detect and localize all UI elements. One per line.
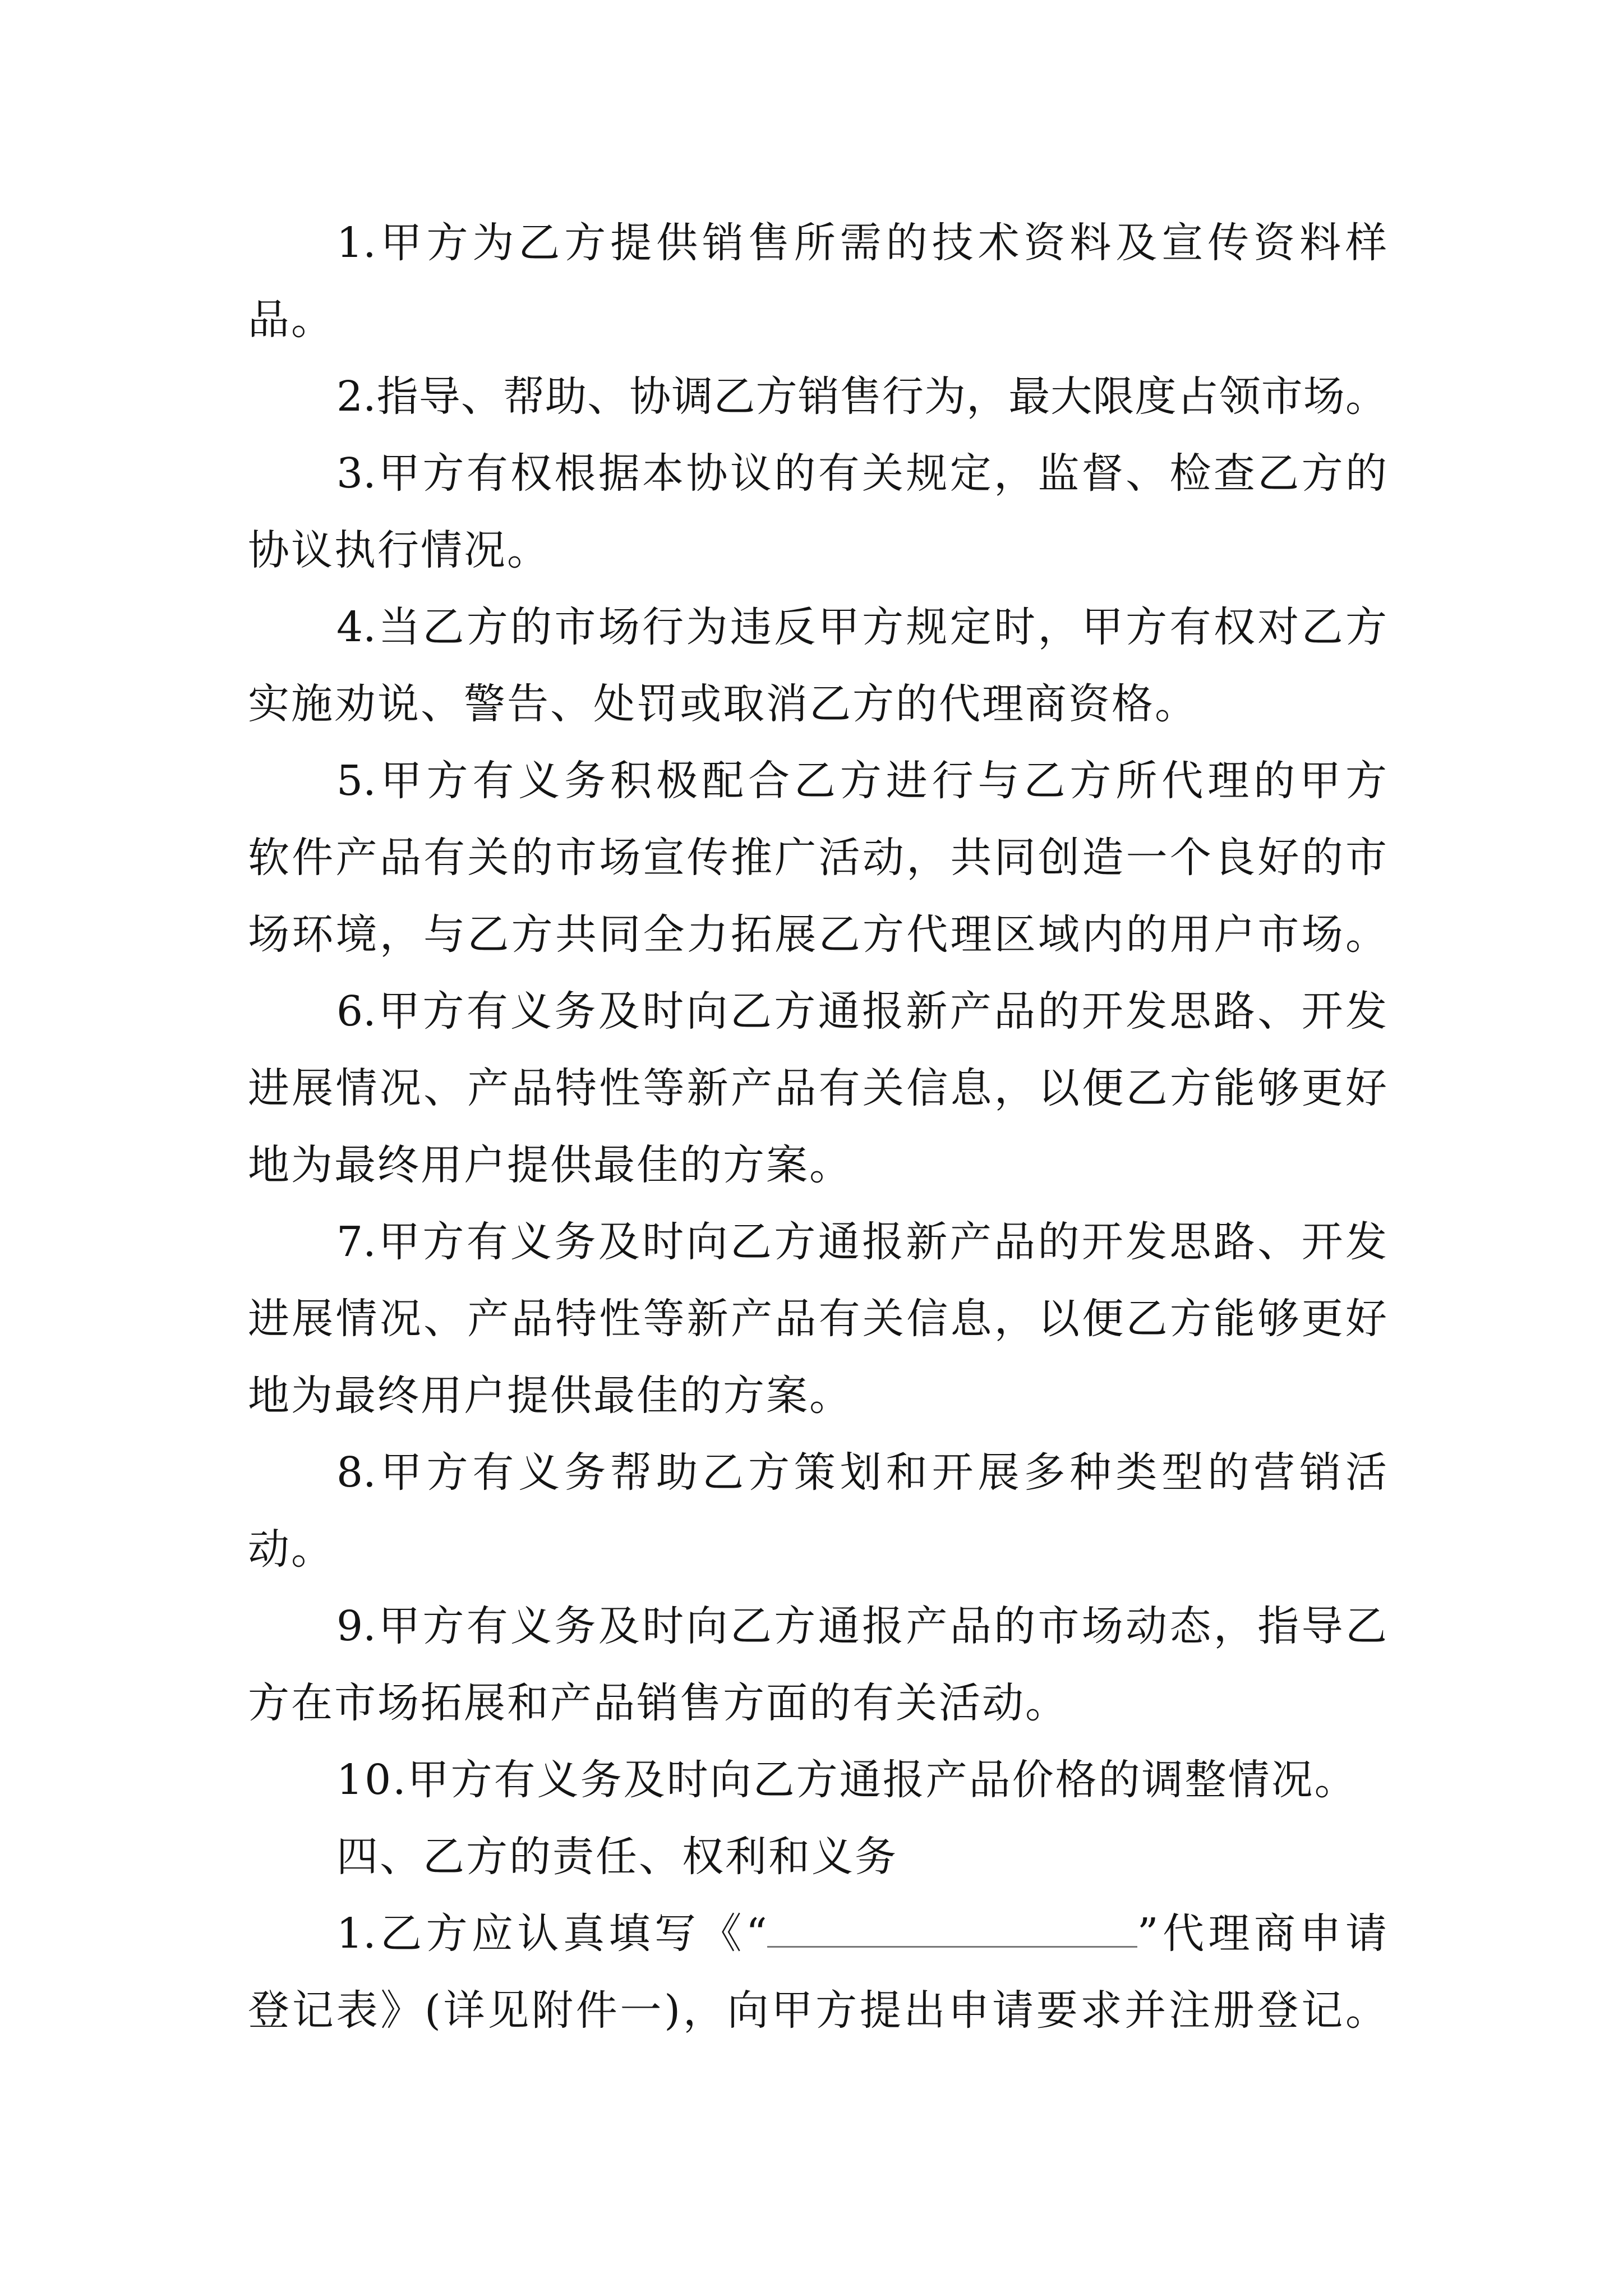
clause-paragraph (248, 1204, 1387, 1434)
text-line: 软件产品有关的市场宣传推广活动，共同创造一个良好的市 (248, 834, 1387, 882)
blank-fill-line (767, 1940, 1137, 1948)
text-line: 8.甲方有义务帮助乙方策划和开展多种类型的营销活 (336, 1448, 1387, 1497)
text-line: 2.指导、帮助、协调乙方销售行为，最大限度占领市场。 (336, 372, 1387, 421)
clause-paragraph (248, 743, 1387, 973)
clause-paragraph (248, 1588, 1387, 1742)
line-text-after-blank: ”代理商申请 (1137, 1910, 1387, 1958)
clause-paragraph (248, 435, 1387, 589)
text-line: 4.当乙方的市场行为违反甲方规定时，甲方有权对乙方 (336, 603, 1387, 651)
clause-paragraph (248, 973, 1387, 1204)
text-line: 地为最终用户提供最佳的方案。 (248, 1372, 852, 1420)
text-line: 5.甲方有义务积极配合乙方进行与乙方所代理的甲方 (336, 757, 1387, 805)
section-heading (248, 1819, 1387, 1895)
document-body (248, 205, 1387, 2049)
text-line: 实施劝说、警告、处罚或取消乙方的代理商资格。 (248, 680, 1198, 728)
text-line: 7.甲方有义务及时向乙方通报新产品的开发思路、开发 (336, 1218, 1387, 1266)
clause-paragraph (248, 1895, 1387, 2049)
text-line: 场环境，与乙方共同全力拓展乙方代理区域内的用户市场。 (248, 910, 1387, 959)
text-line: 地为最终用户提供最佳的方案。 (248, 1141, 852, 1189)
text-line (248, 1895, 1387, 1972)
text-line: 进展情况、产品特性等新产品有关信息，以便乙方能够更好 (248, 1064, 1387, 1112)
text-line: 品。 (248, 296, 334, 344)
text-line: 10.甲方有义务及时向乙方通报产品价格的调整情况。 (336, 1756, 1358, 1804)
text-line: 方在市场拓展和产品销售方面的有关活动。 (248, 1679, 1068, 1727)
clause-paragraph (248, 1742, 1387, 1819)
line-text-before-blank: 1.乙方应认真填写《“ (336, 1910, 767, 1958)
text-line: 9.甲方有义务及时向乙方通报产品的市场动态，指导乙 (336, 1602, 1387, 1650)
clause-paragraph (248, 1434, 1387, 1588)
clause-paragraph (248, 205, 1387, 358)
text-line: 3.甲方有权根据本协议的有关规定，监督、检查乙方的 (336, 449, 1387, 498)
text-line: 登记表》(详见附件一)，向甲方提出申请要求并注册登记。 (248, 1986, 1387, 2035)
clause-paragraph (248, 358, 1387, 435)
text-line: 1.甲方为乙方提供销售所需的技术资料及宣传资料样 (336, 219, 1387, 267)
text-line: 动。 (248, 1525, 334, 1573)
section-heading-text: 四、乙方的责任、权利和义务 (336, 1833, 898, 1881)
text-line: 6.甲方有义务及时向乙方通报新产品的开发思路、开发 (336, 987, 1387, 1036)
text-line: 进展情况、产品特性等新产品有关信息，以便乙方能够更好 (248, 1295, 1387, 1343)
clause-paragraph (248, 589, 1387, 743)
text-line: 协议执行情况。 (248, 526, 550, 574)
